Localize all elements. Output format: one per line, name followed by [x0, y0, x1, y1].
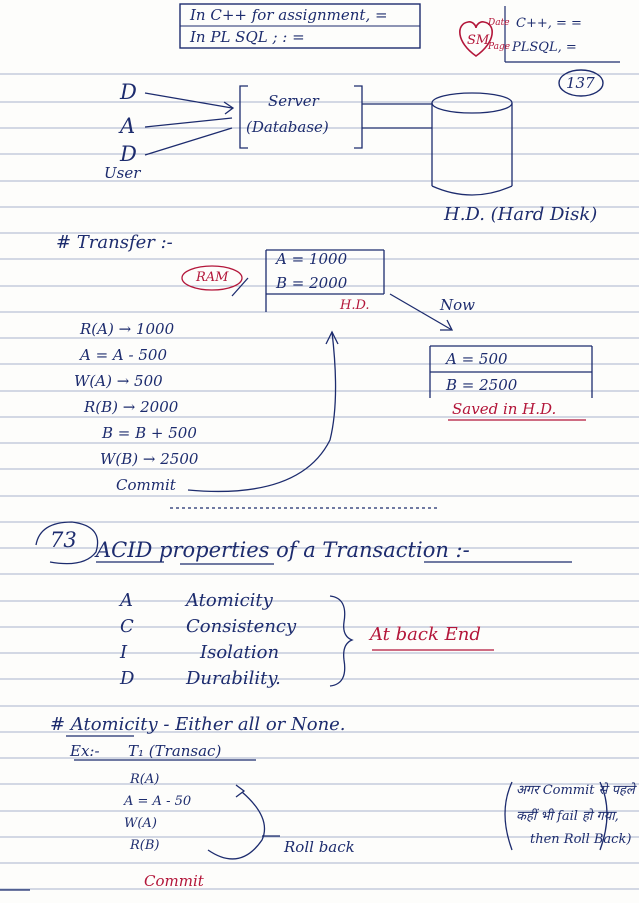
hindi-note-line-2: कहीं भी fail हो गया,	[516, 809, 619, 824]
header-right-1: C++, = =	[516, 16, 582, 31]
transfer-step-5: B = B + 500	[102, 424, 197, 442]
hindi-note-line-1: अगर Commit से पहले	[516, 783, 635, 798]
atomicity-op-2: A = A - 50	[124, 794, 192, 809]
acid-number: 73	[50, 528, 77, 552]
transaction-label: T₁ (Transac)	[128, 742, 222, 760]
transfer-heading: # Transfer :-	[56, 232, 173, 253]
ram-label: RAM	[196, 270, 229, 285]
acid-word-c: Consistency	[186, 616, 297, 637]
brand-page-label: Page	[488, 42, 511, 52]
result-a: A = 500	[446, 350, 508, 368]
brand-date-label: Date	[488, 18, 510, 28]
atomicity-heading: # Atomicity - Either all or None.	[50, 714, 346, 735]
header-line-2: In PL SQL ; : =	[190, 28, 305, 46]
saved-label: Saved in H.D.	[452, 400, 557, 418]
backend-note: At back End	[370, 624, 481, 645]
header-right-2: PLSQL, =	[512, 40, 577, 55]
acid-letter-a: A	[120, 590, 133, 611]
atomicity-op-1: R(A)	[130, 772, 160, 787]
rollback-label: Roll back	[284, 838, 355, 856]
transfer-step-4: R(B) → 2000	[84, 398, 179, 416]
user-label: User	[104, 164, 141, 182]
server-label: Server	[268, 92, 319, 110]
transfer-box-hd: H.D.	[340, 298, 370, 313]
header-line-1: In C++ for assignment, =	[190, 6, 388, 24]
acid-letter-c: C	[120, 616, 134, 637]
client-label-1: D	[120, 80, 137, 104]
transfer-step-6: W(B) → 2500	[100, 450, 199, 468]
transfer-step-7: Commit	[116, 476, 176, 494]
transfer-box-b: B = 2000	[276, 274, 348, 292]
client-label-3: D	[120, 142, 137, 166]
atomicity-op-3: W(A)	[124, 816, 157, 831]
hard-disk-label: H.D. (Hard Disk)	[444, 204, 598, 225]
client-label-2: A	[120, 114, 136, 138]
transfer-step-1: R(A) → 1000	[80, 320, 175, 338]
transfer-step-3: W(A) → 500	[74, 372, 163, 390]
acid-letter-i: I	[120, 642, 128, 663]
now-label: Now	[440, 296, 475, 314]
hindi-note-line-3: then Roll Back)	[530, 832, 632, 847]
transfer-box-a: A = 1000	[276, 250, 348, 268]
acid-heading: ACID properties of a Transaction :-	[96, 538, 470, 562]
svg-text:SM: SM	[467, 33, 490, 48]
acid-letter-d: D	[120, 668, 135, 689]
transfer-step-2: A = A - 500	[80, 346, 168, 364]
acid-word-i: Isolation	[200, 642, 280, 663]
result-b: B = 2500	[446, 376, 518, 394]
atomicity-op-4: R(B)	[130, 838, 160, 853]
page-number: 137	[566, 74, 595, 92]
database-label: (Database)	[246, 118, 329, 136]
example-label: Ex:-	[70, 742, 100, 760]
acid-word-a: Atomicity	[186, 590, 273, 611]
acid-word-d: Durability.	[186, 668, 281, 689]
commit-label: Commit	[144, 872, 204, 890]
